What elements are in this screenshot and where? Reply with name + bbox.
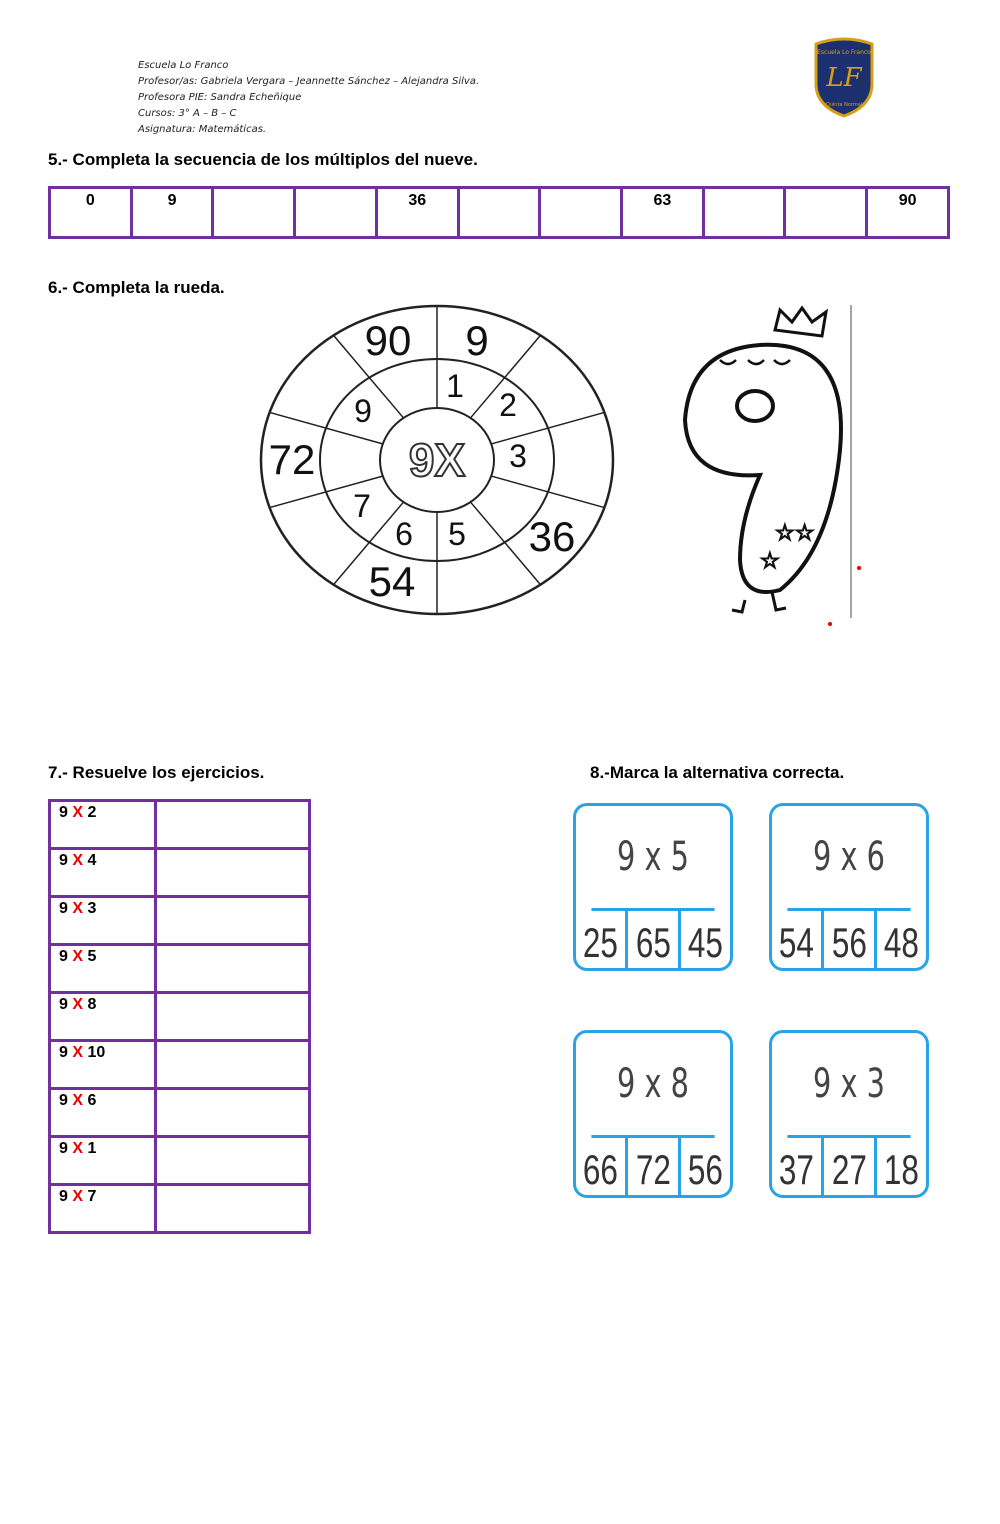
sequence-blank-cell[interactable] (540, 188, 622, 238)
sequence-blank-cell[interactable] (458, 188, 540, 238)
answer-option[interactable] (877, 1138, 926, 1198)
option-label: 66 (583, 1145, 619, 1193)
wheel-outer-90: 90 (364, 317, 412, 364)
wheel-inner-7: 7 (353, 488, 371, 524)
wheel-inner-2: 2 (499, 387, 517, 423)
option-label: 37 (779, 1145, 815, 1193)
option-label: 56 (687, 1145, 723, 1193)
answer-cell[interactable] (156, 1089, 310, 1137)
wheel-outer-72: 72 (268, 436, 316, 483)
exercise-prompt (50, 1137, 156, 1185)
sequence-blank-cell[interactable] (703, 188, 785, 238)
times-operator: X (72, 1188, 84, 1205)
exercise-prompt (50, 1185, 156, 1233)
answer-option[interactable] (576, 1138, 628, 1198)
multiplication-wheel (255, 300, 625, 620)
school-header (138, 58, 479, 138)
factor-b: 4 (87, 852, 97, 869)
school-name: Escuela Lo Franco (138, 60, 229, 71)
answer-cell[interactable] (156, 945, 310, 993)
sequence-cell: 63 (622, 188, 704, 238)
card-question: 9 x 8 (591, 1033, 714, 1138)
answer-option[interactable] (576, 911, 628, 971)
q8-title: 8.-Marca la alternativa correcta. (590, 763, 845, 782)
q6-title: 6.- Completa la rueda. (48, 278, 225, 297)
school-logo (812, 36, 876, 118)
answer-option[interactable] (681, 911, 730, 971)
option-label: 27 (831, 1145, 867, 1193)
wheel-outer-9: 9 (465, 317, 489, 364)
answer-option[interactable] (772, 911, 824, 971)
answer-option[interactable] (772, 1138, 824, 1198)
exercise-prompt (50, 945, 156, 993)
sequence-cell: 0 (50, 188, 132, 238)
pie-teacher: Profesora PIE: Sandra Echeñique (138, 92, 302, 103)
option-label: 18 (883, 1145, 919, 1193)
answer-cell[interactable] (156, 993, 310, 1041)
exercise-prompt (50, 897, 156, 945)
q5-title: 5.- Completa la secuencia de los múltiplos del nueve. (48, 150, 478, 169)
svg-text:LF: LF (826, 63, 862, 93)
svg-text:☆☆: ☆☆ (775, 520, 815, 545)
wheel-outer-54: 54 (368, 558, 416, 605)
option-label: 48 (883, 918, 919, 966)
answer-cell[interactable] (156, 1041, 310, 1089)
answer-option[interactable] (824, 911, 876, 971)
exercise-row (50, 1185, 310, 1233)
q7-title: 7.- Resuelve los ejercicios. (48, 763, 265, 782)
exercise-row (50, 801, 310, 849)
times-operator: X (72, 804, 84, 821)
teachers: Profesor/as: Gabriela Vergara – Jeannette Sánchez – Alejandra Silva. (138, 76, 480, 87)
answer-option[interactable] (681, 1138, 730, 1198)
sequence-cell: 90 (867, 188, 949, 238)
times-operator: X (72, 900, 84, 917)
answer-cell[interactable] (156, 1185, 310, 1233)
exercise-prompt (50, 1089, 156, 1137)
answer-option[interactable] (877, 911, 926, 971)
factor-a: 9 (59, 948, 68, 965)
answer-cell[interactable] (156, 801, 310, 849)
factor-b: 1 (87, 1140, 97, 1157)
answer-option[interactable] (628, 1138, 680, 1198)
sequence-blank-cell[interactable] (295, 188, 377, 238)
card-question: 9 x 5 (591, 806, 714, 911)
courses: Cursos: 3° A – B – C (138, 108, 237, 119)
answer-cell[interactable] (156, 1137, 310, 1185)
choice-card (573, 1030, 733, 1198)
factor-a: 9 (59, 804, 68, 821)
sequence-cell: 9 (131, 188, 213, 238)
wheel-inner-9: 9 (354, 393, 372, 429)
factor-b: 3 (87, 900, 97, 917)
exercise-prompt (50, 849, 156, 897)
times-operator: X (72, 1044, 84, 1061)
sequence-blank-cell[interactable] (213, 188, 295, 238)
wheel-inner-5: 5 (448, 516, 466, 552)
factor-b: 10 (87, 1044, 106, 1061)
answer-option[interactable] (628, 911, 680, 971)
answer-cell[interactable] (156, 849, 310, 897)
choice-card (769, 803, 929, 971)
exercise-row (50, 993, 310, 1041)
exercise-prompt (50, 993, 156, 1041)
factor-a: 9 (59, 1044, 68, 1061)
wheel-inner-3: 3 (509, 438, 527, 474)
exercise-row (50, 897, 310, 945)
exercise-row (50, 1041, 310, 1089)
sequence-blank-cell[interactable] (785, 188, 867, 238)
times-operator: X (72, 852, 84, 869)
factor-b: 2 (87, 804, 97, 821)
exercise-row (50, 849, 310, 897)
factor-a: 9 (59, 852, 68, 869)
times-operator: X (72, 1092, 84, 1109)
wheel-outer-36: 36 (528, 513, 576, 560)
svg-text:Quinta Normal: Quinta Normal (825, 102, 863, 108)
option-label: 72 (635, 1145, 671, 1193)
subject: Asignatura: Matemáticas. (138, 124, 267, 135)
factor-b: 8 (87, 996, 97, 1013)
choice-card (573, 803, 733, 971)
exercise-prompt (50, 801, 156, 849)
sequence-table (48, 186, 950, 239)
factor-b: 5 (87, 948, 97, 965)
svg-text:Escuela Lo Franco: Escuela Lo Franco (817, 49, 871, 56)
nine-character-illustration (680, 300, 870, 630)
times-operator: X (72, 1140, 84, 1157)
factor-b: 7 (87, 1188, 97, 1205)
option-label: 54 (779, 918, 815, 966)
wheel-inner-1: 1 (446, 368, 464, 404)
choice-card (769, 1030, 929, 1198)
option-label: 65 (635, 918, 671, 966)
answer-option[interactable] (824, 1138, 876, 1198)
factor-a: 9 (59, 900, 68, 917)
factor-a: 9 (59, 1188, 68, 1205)
times-operator: X (72, 948, 84, 965)
card-question: 9 x 6 (787, 806, 910, 911)
answer-cell[interactable] (156, 897, 310, 945)
exercise-row (50, 1137, 310, 1185)
factor-a: 9 (59, 1092, 68, 1109)
card-question: 9 x 3 (787, 1033, 910, 1138)
option-label: 25 (583, 918, 619, 966)
times-operator: X (72, 996, 84, 1013)
wheel-inner-6: 6 (395, 516, 413, 552)
option-label: 45 (687, 918, 723, 966)
option-label: 56 (831, 918, 867, 966)
exercises-table (48, 799, 311, 1234)
exercise-prompt (50, 1041, 156, 1089)
exercise-row (50, 1089, 310, 1137)
wheel-center: 9X (408, 434, 466, 486)
sequence-cell: 36 (376, 188, 458, 238)
factor-a: 9 (59, 1140, 68, 1157)
svg-text:☆: ☆ (760, 548, 780, 573)
factor-b: 6 (87, 1092, 97, 1109)
exercise-row (50, 945, 310, 993)
factor-a: 9 (59, 996, 68, 1013)
